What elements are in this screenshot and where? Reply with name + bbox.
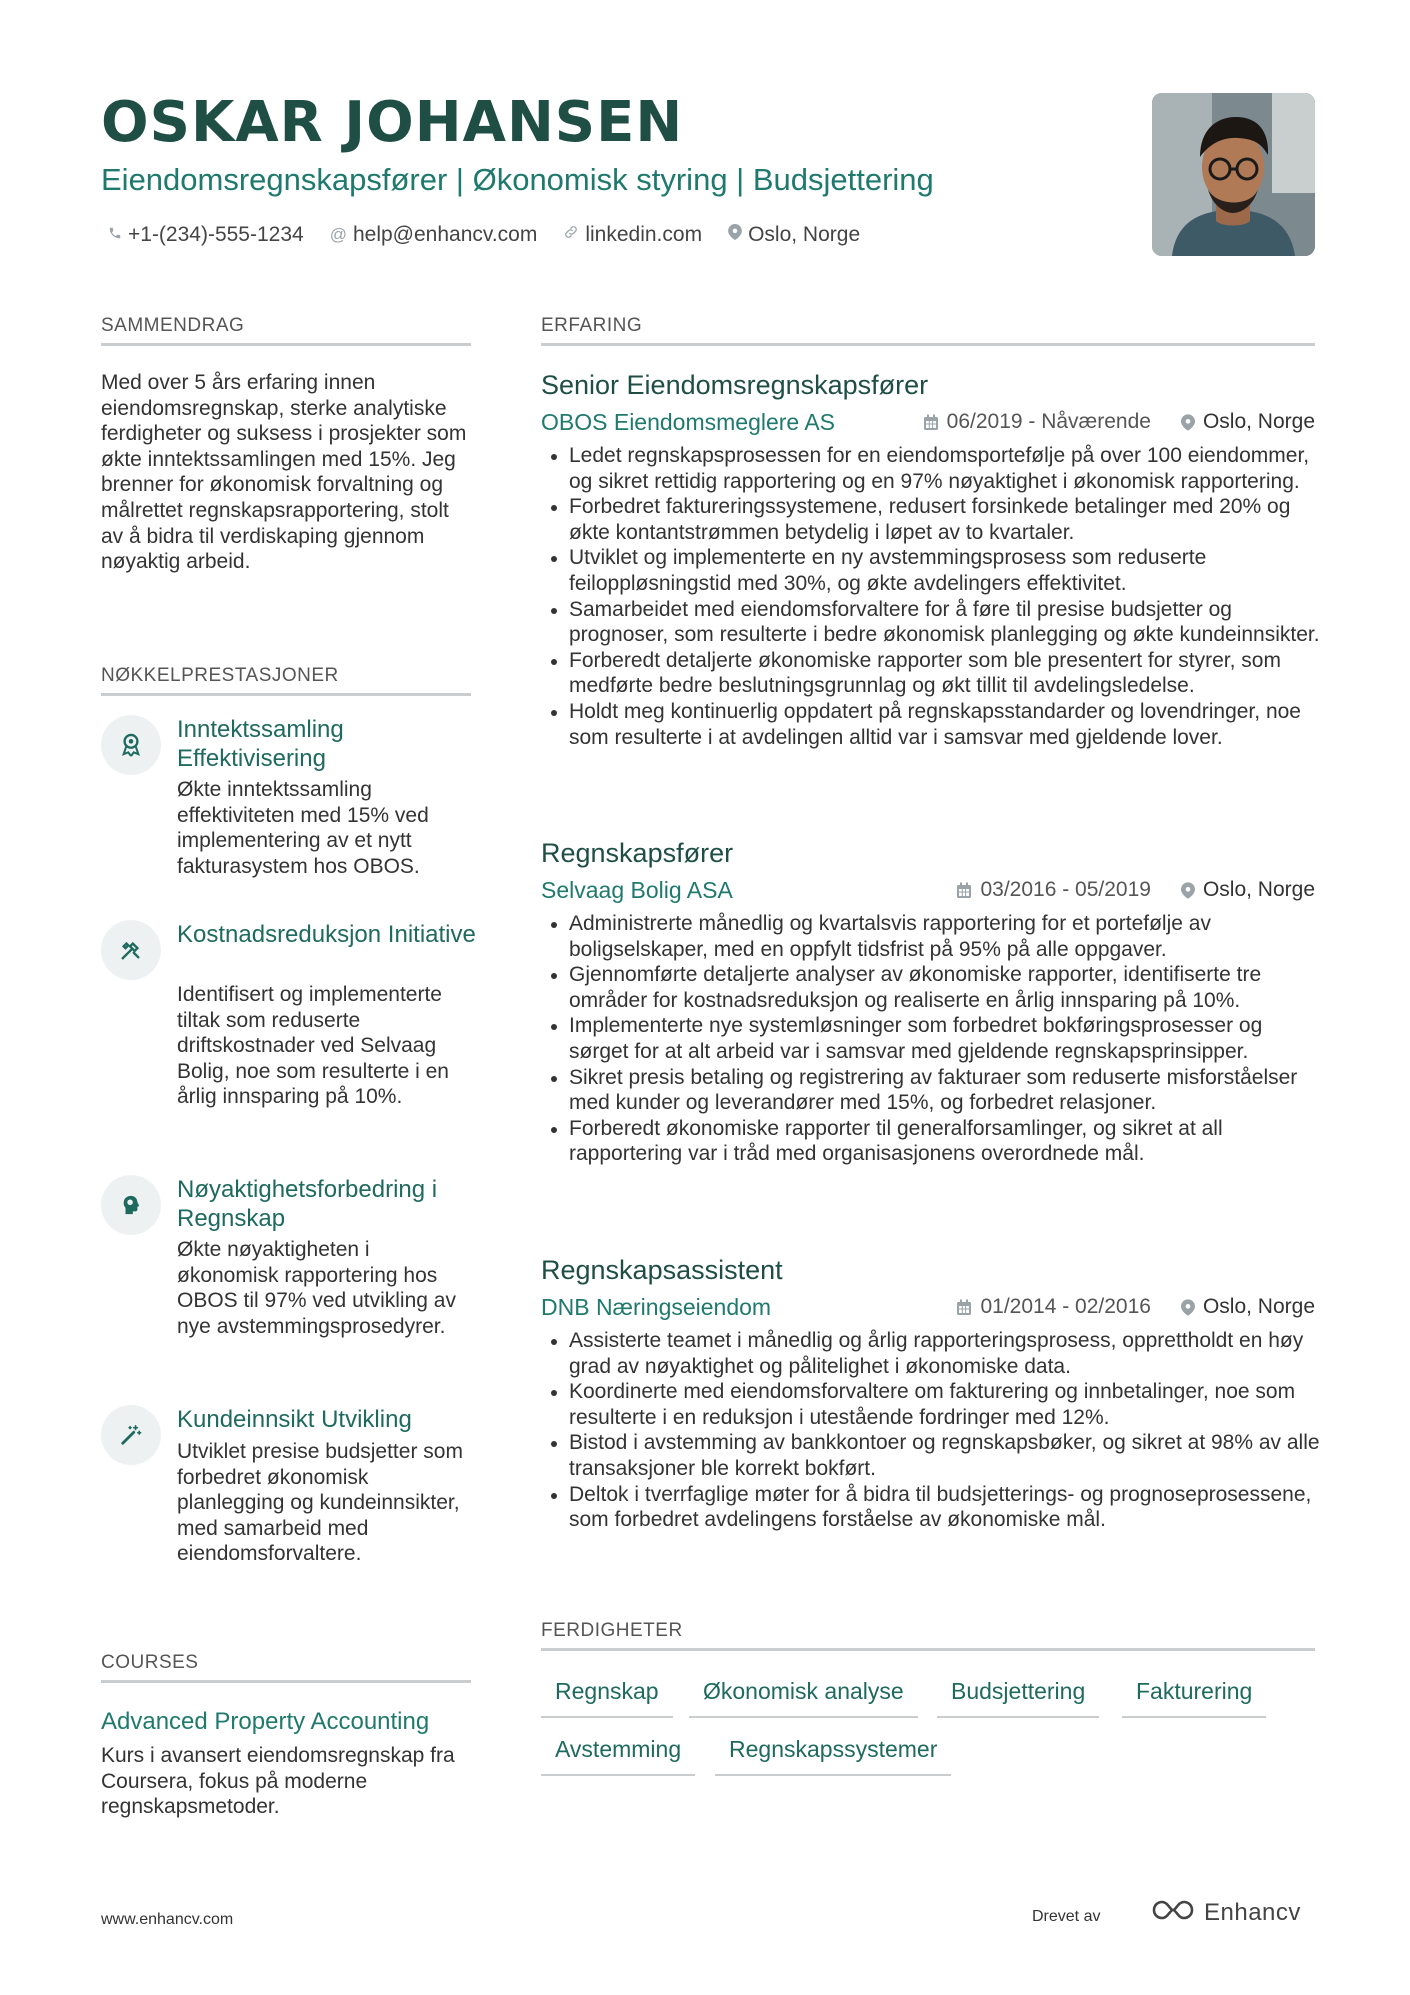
enhancv-logo[interactable] [1150, 1898, 1301, 1927]
job-bullets [547, 443, 1322, 750]
phone-icon [108, 220, 122, 250]
achievements-heading: NØKKELPRESTASJONER [101, 663, 471, 696]
calendar-icon [956, 1299, 972, 1316]
job-bullet: Deltok i tverrfaglige møter for å bidra til budsjetterings- og prognoseprosessene, som forbedret avdelingens forståelse av økonomiske mål. [547, 1482, 1322, 1533]
company-name: OBOS Eiendomsmeglere AS [541, 409, 836, 435]
company-name: Selvaag Bolig ASA [541, 877, 733, 903]
job-location: Oslo, Norge [1202, 410, 1315, 433]
achievement-desc: Utviklet presise budsjetter som forbedret økonomisk planlegging og kundeinnsikter, med samarbeid med eiendomsforvaltere. [177, 1440, 463, 1566]
skill-tag: Regnskapssystemer [715, 1734, 951, 1776]
achievement-title: Nøyaktighetsforbedring i Regnskap [177, 1176, 438, 1232]
achievement-desc: Identifisert og implementerte tiltak som reduserte driftskostnader ved Selvaag Bolig, noe som resulterte i en årlig innsparing på 10%. [177, 983, 449, 1109]
skill-tag: Avstemming [541, 1734, 695, 1776]
courses-heading: COURSES [101, 1650, 471, 1683]
job-bullet: Forbedret faktureringssystemene, redusert forsinkede betalinger med 20% og økte kontantstrømmen betydelig i løpet av to kvartaler. [547, 494, 1322, 545]
profile-photo [1152, 93, 1315, 256]
achievement-desc: Økte nøyaktigheten i økonomisk rapportering hos OBOS til 97% ved utvikling av nye avstemmingsprosedyrer. [177, 1238, 456, 1338]
skill-tag: Regnskap [541, 1676, 673, 1718]
job-bullet: Ledet regnskapsprosessen for en eiendomsportefølje på over 100 eiendommer, og sikret rettidig rapportering og en 97% nøyaktighet i økonomisk rapportering. [547, 443, 1322, 494]
footer-url[interactable]: www.enhancv.com [101, 1911, 234, 1928]
candidate-title: Eiendomsregnskapsfører | Økonomisk styring | Budsjettering [101, 162, 934, 197]
job-bullet: Bistod i avstemming av bankkontoer og regnskapsbøker, og sikret at 98% av alle transaksjoner ble korrekt bokført. [547, 1430, 1322, 1481]
job-title: Regnskapsfører [541, 838, 734, 868]
location-pin-icon [1181, 882, 1195, 899]
job-title: Senior Eiendomsregnskapsfører [541, 370, 929, 400]
experience-heading: ERFARING [541, 313, 1315, 346]
job-bullet: Administrerte månedlig og kvartalsvis rapportering for et portefølje av boligselskaper, med en oppfylt tidsfrist på 95% på alle oppgaver. [547, 911, 1322, 962]
job-meta [956, 1292, 1315, 1322]
achievement-item [101, 1175, 471, 1375]
skill-tag: Økonomisk analyse [689, 1676, 918, 1718]
at-icon: @ [329, 225, 347, 244]
job-bullets [547, 1328, 1322, 1533]
job-bullet: Utviklet og implementerte en ny avstemmingsprosess som reduserte feiloppløsningstid med 30%, og økte avdelingers effektivitet. [547, 545, 1322, 596]
linkedin-text: linkedin.com [585, 223, 703, 246]
location-pin-icon [1181, 414, 1195, 431]
contact-email[interactable] [330, 220, 538, 250]
job-bullet: Forberedt økonomiske rapporter til generalforsamlinger, og sikret at all rapportering var i tråd med organisasjonens overordnede mål. [547, 1116, 1322, 1167]
job-bullet: Samarbeidet med eiendomsforvaltere for å føre til presise budsjetter og prognoser, som resulterte i bedre økonomisk planlegging og økte kundeinnsikter. [547, 597, 1322, 648]
phone-text: +1-(234)-555-1234 [128, 223, 304, 246]
job-meta [956, 875, 1315, 905]
enhancv-logo-icon [1150, 1898, 1196, 1927]
contact-location [728, 220, 860, 250]
footer-powered-by: Drevet av [1032, 1908, 1101, 1925]
achievement-item [101, 1405, 471, 1605]
skills-heading: FERDIGHETER [541, 1618, 1315, 1651]
achievement-title: Inntektssamling Effektivisering [177, 716, 344, 772]
achievement-desc: Økte inntektssamling effektiviteten med 15% ved implementering av et nytt fakturasystem hos OBOS. [177, 778, 429, 878]
job-title: Regnskapsassistent [541, 1255, 783, 1285]
course-title: Advanced Property Accounting [101, 1708, 430, 1735]
link-icon [563, 220, 579, 250]
achievement-item [101, 715, 471, 895]
job-bullet: Sikret presis betaling og registrering av fakturaer som reduserte misforståelser med kunder og leverandører med 15%, og forbedret relasjoner. [547, 1065, 1322, 1116]
achievement-item [101, 920, 476, 1150]
job-bullet: Koordinerte med eiendomsforvaltere om fakturering og innbetalinger, noe som resulterte i en reduksjon i utestående fordringer med 12%. [547, 1379, 1322, 1430]
head-brain-icon [101, 1175, 161, 1235]
tools-icon [101, 920, 161, 980]
job-dates: 03/2016 - 05/2019 [980, 878, 1151, 901]
job-meta [923, 407, 1315, 437]
contact-linkedin[interactable] [563, 220, 702, 250]
summary-heading: SAMMENDRAG [101, 313, 471, 346]
achievement-title: Kostnadsreduksjon Initiative [177, 921, 476, 948]
summary-text: Med over 5 års erfaring innen eiendomsregnskap, sterke analytiske ferdigheter og suksess i prosjekter som økte inntektssamlingen med 15%. Jeg brenner for økonomisk forvaltning og målrettet regnskapsrapportering, stolt av å bidra til verdiskaping gjennom nøyaktig arbeid. [101, 371, 467, 574]
job-bullet: Gjennomførte detaljerte analyser av økonomiske rapporter, identifiserte tre områder for kostnadsreduksjon og realiserte en årlig innsparing på 10%. [547, 962, 1322, 1013]
job-bullet: Holdt meg kontinuerlig oppdatert på regnskapsstandarder og lovendringer, noe som resulterte i at avdelingen alltid var i samsvar med gjeldende lover. [547, 699, 1322, 750]
job-bullet: Assisterte teamet i månedlig og årlig rapporteringsprosess, opprettholdt en høy grad av nøyaktighet og pålitelighet i økonomiske data. [547, 1328, 1322, 1379]
calendar-icon [956, 882, 972, 899]
location-text: Oslo, Norge [748, 223, 861, 246]
email-text: help@enhancv.com [352, 223, 538, 246]
job-location: Oslo, Norge [1202, 1295, 1315, 1318]
job-bullet: Implementerte nye systemløsninger som forbedret bokføringsprosesser og sørget for at alt arbeid var i samsvar med gjeldende regnskapsprinsipper. [547, 1013, 1322, 1064]
magic-wand-icon [101, 1405, 161, 1465]
achievement-title: Kundeinnsikt Utvikling [177, 1406, 412, 1433]
job-dates: 01/2014 - 02/2016 [980, 1295, 1151, 1318]
job-dates: 06/2019 - Nåværende [946, 410, 1151, 433]
job-bullets [547, 911, 1322, 1167]
contact-bar [108, 220, 860, 250]
award-icon [101, 715, 161, 775]
skill-tag: Fakturering [1122, 1676, 1266, 1718]
skill-tag: Budsjettering [937, 1676, 1099, 1718]
enhancv-brand-text: Enhancv [1204, 1898, 1301, 1926]
job-location: Oslo, Norge [1202, 878, 1315, 901]
contact-phone[interactable] [108, 220, 304, 250]
calendar-icon [923, 414, 939, 431]
job-bullet: Forberedt detaljerte økonomiske rapporter som ble presentert for styrer, som medførte bedre beslutningsgrunnlag og økt tillit til avdelingsledelse. [547, 648, 1322, 699]
location-pin-icon [1181, 1299, 1195, 1316]
company-name: DNB Næringseiendom [541, 1294, 772, 1320]
course-desc: Kurs i avansert eiendomsregnskap fra Coursera, fokus på moderne regnskapsmetoder. [101, 1744, 455, 1819]
location-pin-icon [728, 220, 742, 250]
candidate-name: OSKAR JOHANSEN [101, 90, 684, 155]
